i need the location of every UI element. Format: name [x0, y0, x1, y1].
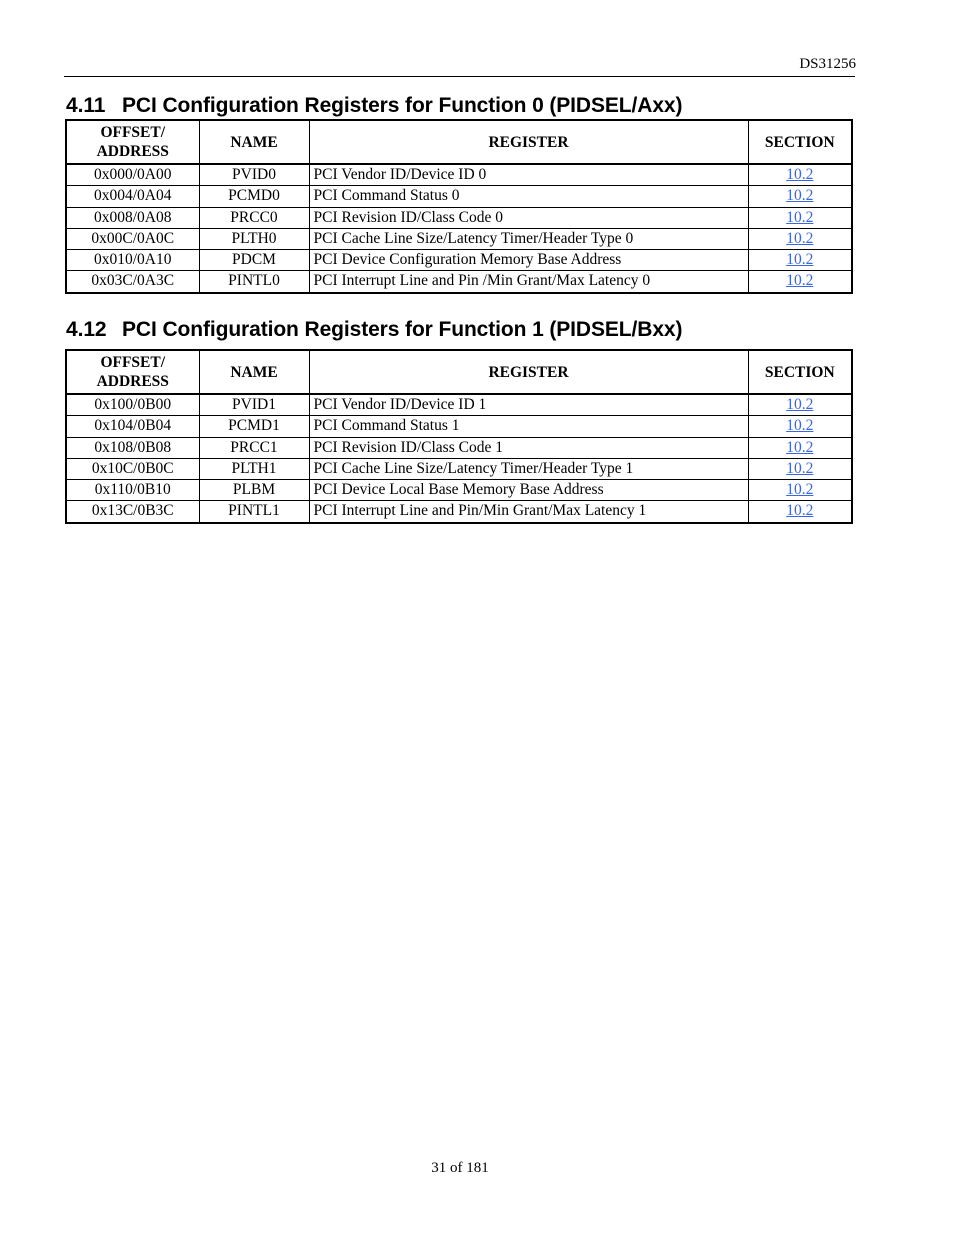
section-cell — [748, 271, 852, 293]
name-cell: PLTH0 — [199, 228, 309, 249]
section-cell — [748, 480, 852, 501]
table-row — [66, 458, 852, 479]
offset-cell: 0x004/0A04 — [66, 186, 199, 207]
register-table-function-0 — [65, 119, 853, 294]
name-cell: PLBM — [199, 480, 309, 501]
section-cell — [748, 458, 852, 479]
table-row — [66, 437, 852, 458]
page-number: 31 of 181 — [431, 1160, 489, 1176]
name-cell: PVID0 — [199, 164, 309, 186]
column-header-name: NAME — [199, 120, 309, 164]
section-title: PCI Configuration Registers for Function 0 (PIDSEL/Axx) — [122, 94, 683, 117]
section-cell — [748, 228, 852, 249]
section-cell — [748, 207, 852, 228]
name-cell: PRCC0 — [199, 207, 309, 228]
name-cell: PCMD0 — [199, 186, 309, 207]
column-header-offset: OFFSET/ ADDRESS — [66, 350, 199, 394]
offset-cell: 0x03C/0A3C — [66, 271, 199, 293]
column-header-section: SECTION — [748, 350, 852, 394]
section-link[interactable]: 10.2 — [786, 502, 814, 520]
section-link[interactable]: 10.2 — [786, 208, 814, 226]
register-cell: PCI Device Local Base Memory Base Address — [309, 480, 748, 501]
offset-cell: 0x00C/0A0C — [66, 228, 199, 249]
table-row — [66, 394, 852, 416]
name-cell: PINTL0 — [199, 271, 309, 293]
table-row — [66, 416, 852, 437]
column-header-section: SECTION — [748, 120, 852, 164]
column-header-name: NAME — [199, 350, 309, 394]
register-cell: PCI Interrupt Line and Pin/Min Grant/Max Latency 1 — [309, 501, 748, 523]
section-heading-4-12 — [66, 318, 682, 342]
table-row — [66, 228, 852, 249]
column-header-register: REGISTER — [309, 350, 748, 394]
section-link[interactable]: 10.2 — [786, 481, 814, 499]
table-row — [66, 271, 852, 293]
section-link[interactable]: 10.2 — [786, 187, 814, 205]
section-title: PCI Configuration Registers for Function 1 (PIDSEL/Bxx) — [122, 318, 683, 341]
offset-cell: 0x110/0B10 — [66, 480, 199, 501]
offset-cell: 0x000/0A00 — [66, 164, 199, 186]
register-cell: PCI Revision ID/Class Code 0 — [309, 207, 748, 228]
offset-cell: 0x008/0A08 — [66, 207, 199, 228]
section-cell — [748, 437, 852, 458]
register-cell: PCI Cache Line Size/Latency Timer/Header Type 0 — [309, 228, 748, 249]
table-header-row — [66, 350, 852, 394]
offset-cell: 0x13C/0B3C — [66, 501, 199, 523]
offset-cell: 0x010/0A10 — [66, 250, 199, 271]
register-cell: PCI Revision ID/Class Code 1 — [309, 437, 748, 458]
section-link[interactable]: 10.2 — [786, 417, 814, 435]
section-link[interactable]: 10.2 — [786, 229, 814, 247]
section-cell — [748, 186, 852, 207]
register-cell: PCI Command Status 0 — [309, 186, 748, 207]
section-link[interactable]: 10.2 — [786, 166, 814, 183]
table-row — [66, 186, 852, 207]
register-cell: PCI Vendor ID/Device ID 1 — [309, 394, 748, 416]
name-cell: PDCM — [199, 250, 309, 271]
register-cell: PCI Device Configuration Memory Base Address — [309, 250, 748, 271]
section-link[interactable]: 10.2 — [786, 251, 814, 269]
offset-cell: 0x10C/0B0C — [66, 458, 199, 479]
register-cell: PCI Cache Line Size/Latency Timer/Header Type 1 — [309, 458, 748, 479]
table-row — [66, 250, 852, 271]
section-number: 4.12 — [66, 318, 107, 341]
table-row — [66, 207, 852, 228]
section-cell — [748, 250, 852, 271]
offset-cell: 0x104/0B04 — [66, 416, 199, 437]
name-cell: PRCC1 — [199, 437, 309, 458]
column-header-register: REGISTER — [309, 120, 748, 164]
section-heading-4-11 — [66, 94, 682, 118]
register-table-function-1 — [65, 349, 853, 524]
section-cell — [748, 394, 852, 416]
section-link[interactable]: 10.2 — [786, 272, 814, 290]
section-link[interactable]: 10.2 — [786, 396, 814, 413]
register-cell: PCI Interrupt Line and Pin /Min Grant/Max Latency 0 — [309, 271, 748, 293]
table-header-row — [66, 120, 852, 164]
table-row — [66, 164, 852, 186]
section-link[interactable]: 10.2 — [786, 459, 814, 477]
section-cell — [748, 416, 852, 437]
header-divider — [64, 76, 855, 77]
document-id: DS31256 — [799, 56, 856, 72]
name-cell: PCMD1 — [199, 416, 309, 437]
name-cell: PLTH1 — [199, 458, 309, 479]
register-cell: PCI Vendor ID/Device ID 0 — [309, 164, 748, 186]
column-header-offset: OFFSET/ ADDRESS — [66, 120, 199, 164]
name-cell: PVID1 — [199, 394, 309, 416]
section-cell — [748, 164, 852, 186]
offset-cell: 0x100/0B00 — [66, 394, 199, 416]
table-row — [66, 480, 852, 501]
table-row — [66, 501, 852, 523]
register-cell: PCI Command Status 1 — [309, 416, 748, 437]
section-link[interactable]: 10.2 — [786, 438, 814, 456]
name-cell: PINTL1 — [199, 501, 309, 523]
section-cell — [748, 501, 852, 523]
section-number: 4.11 — [66, 94, 106, 117]
offset-cell: 0x108/0B08 — [66, 437, 199, 458]
